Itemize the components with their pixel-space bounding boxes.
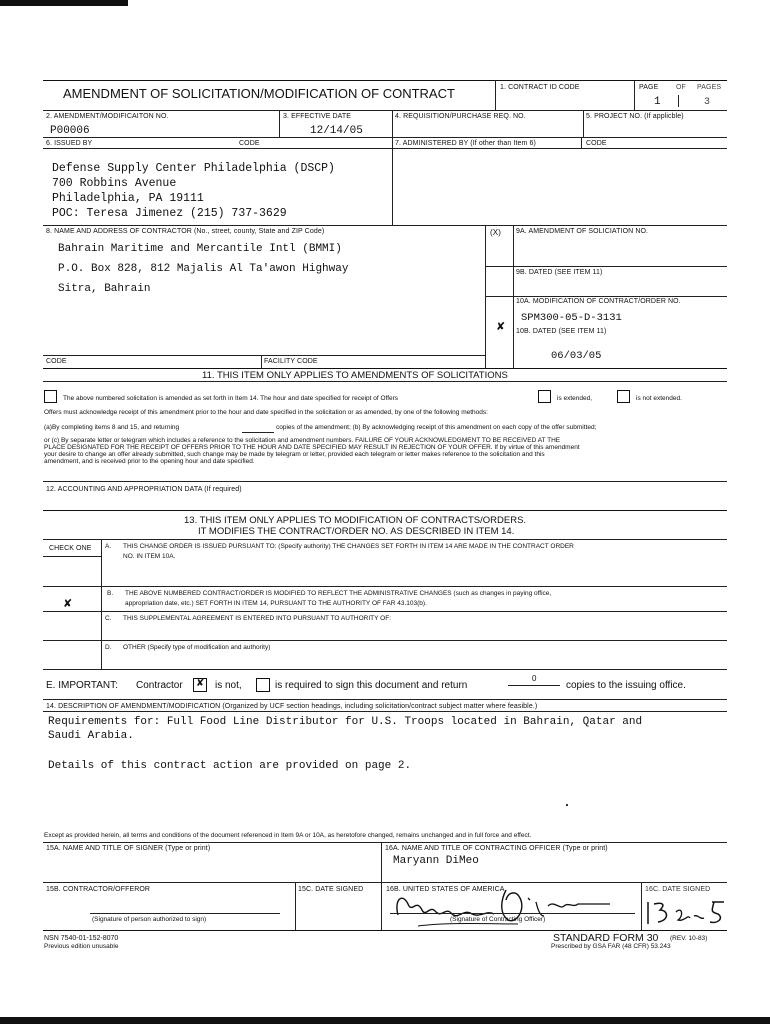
b4-label: 4. REQUISITION/PURCHASE REQ. NO. (395, 113, 526, 120)
s11-line-6: your desire to change an offer already submitted, such change may be made by telegram or letter, provided each telegram or letter makes reference to the solicitation and this (44, 451, 545, 458)
rule (43, 110, 727, 111)
rule (43, 611, 727, 612)
not-extended-checkbox[interactable] (617, 390, 630, 403)
rule (90, 913, 280, 914)
copies-number: 0 (532, 674, 537, 683)
b5-label: 5. PROJECT NO. (If applicble) (586, 113, 684, 120)
code-label: CODE (46, 358, 67, 365)
opt-a-text-2: NO. IN ITEM 10A. (123, 553, 176, 560)
s11-line-1: The above numbered solicitation is amended as set forth in Item 14. The hour and date specified for receipt of Offers (63, 395, 399, 402)
rule (485, 296, 727, 297)
page-label: PAGE (639, 84, 659, 91)
rule (43, 137, 727, 138)
b16a-label: 16A. NAME AND TITLE OF CONTRACTING OFFICER (Type or print) (385, 845, 608, 852)
rule (508, 685, 560, 686)
b10b-value: 06/03/05 (551, 350, 602, 362)
b2-label: 2. AMENDMENT/MODIFICAITON NO. (46, 113, 169, 120)
rule (43, 711, 727, 712)
issuer-line-3: Philadelphia, PA 19111 (52, 192, 204, 205)
check-one-label: CHECK ONE (49, 545, 92, 552)
rule (43, 556, 101, 557)
rule (43, 481, 727, 482)
s11-checkbox[interactable] (44, 390, 57, 403)
b3-value: 12/14/05 (310, 125, 363, 137)
bottom-black-bar (0, 1017, 770, 1024)
description-line-1: Requirements for: Full Food Line Distributor for U.S. Troops located in Bahrain, Qatar and (48, 716, 643, 728)
b7-label: 7. ADMINISTERED BY (If other than Item 6) (395, 140, 536, 147)
opt-a-text-1: THIS CHANGE ORDER IS ISSUED PURSUANT TO: (Specify authority) THE CHANGES SET FORTH IN ITEM 14 ARE MADE IN THE CONTRACT ORDER (123, 543, 574, 550)
issuer-line-2: 700 Robbins Avenue (52, 177, 177, 190)
rule (43, 80, 727, 81)
copies-label: copies to the issuing office. (566, 680, 686, 691)
rule (43, 930, 727, 931)
not-extended-label: is not extended. (636, 395, 682, 402)
is-required-checkbox[interactable] (256, 678, 270, 692)
b7-code-label: CODE (586, 140, 607, 147)
b3-label: 3. EFFECTIVE DATE (283, 113, 352, 120)
opt-c-letter: C. (105, 615, 112, 622)
b16c-label: 16C. DATE SIGNED (645, 886, 711, 893)
rule (634, 80, 635, 111)
b15a-label: 15A. NAME AND TITLE OF SIGNER (Type or print) (46, 845, 211, 852)
rule (43, 669, 727, 670)
previous-edition-label: Previous edition unusable (44, 943, 119, 950)
rule (485, 266, 727, 267)
is-required-label: is required to sign this document and return (275, 680, 468, 691)
standard-form-title: STANDARD FORM 30 (553, 932, 659, 944)
s11-heading: 11. THIS ITEM ONLY APPLIES TO AMENDMENTS OF SOLICITATIONS (202, 370, 508, 381)
opt-c-text: THIS SUPPLEMENTAL AGREEMENT IS ENTERED INTO PURSUANT TO AUTHORITY OF: (123, 615, 391, 622)
important-contractor: Contractor (136, 680, 183, 691)
stray-dot (566, 804, 568, 806)
opt-d-text: OTHER (Specify type of modification and authority) (123, 644, 271, 651)
extended-checkbox[interactable] (538, 390, 551, 403)
b10-check-mark: ✘ (496, 321, 506, 333)
is-not-check-mark: ✘ (196, 678, 205, 689)
nsn-label: NSN 7540-01-152-8070 (44, 935, 119, 942)
b8-label: 8. NAME AND ADDRESS OF CONTRACTOR (No., street, county, State and ZIP Code) (46, 228, 325, 235)
standard-form-rev: (REV. 10-83) (670, 935, 708, 942)
b9b-label: 9B. DATED (SEE ITEM 11) (516, 269, 603, 276)
signature-officer-label: (Signature of Contracting Officer) (450, 916, 546, 923)
s11-line-3a: (a)By completing items 8 and 15, and returning (44, 424, 180, 431)
x-label: (X) (490, 228, 501, 237)
of-label: OF (676, 84, 686, 91)
b15b-label: 15B. CONTRACTOR/OFFEROR (46, 886, 151, 893)
rule (279, 110, 280, 138)
facility-code-label: FACILITY CODE (264, 358, 318, 365)
b14-label: 14. DESCRIPTION OF AMENDMENT/MODIFICATION (Organized by UCF section headings, including solicitation/contract subject matter where feasible.) (46, 703, 538, 710)
rule (43, 355, 485, 356)
contractor-line-2: P.O. Box 828, 812 Majalis Al Ta'awon Highway (58, 263, 349, 275)
s11-line-3b: copies of the amendment; (b) By acknowledging receipt of this amendment on each copy of the offer submitted; (276, 424, 597, 431)
contractor-line-3: Sitra, Bahrain (58, 283, 151, 295)
rule (381, 842, 382, 930)
s13-heading-2: IT MODIFIES THE CONTRACT/ORDER NO. AS DESCRIBED IN ITEM 14. (198, 526, 515, 537)
rule (392, 148, 393, 225)
b9a-label: 9A. AMENDMENT OF SOLICIATION NO. (516, 228, 649, 235)
opt-b-letter: B. (107, 590, 114, 597)
s13-heading-1: 13. THIS ITEM ONLY APPLIES TO MODIFICATION OF CONTRACTS/ORDERS. (184, 515, 527, 526)
rule (261, 355, 262, 368)
extended-label: is extended, (557, 395, 593, 402)
s11-line-4: or (c) By separate letter or telegram which includes a reference to the solicitation and amendment numbers. FAILURE OF YOUR ACKNOWLEDGMENT TO BE RECEIVED AT THE (44, 437, 561, 444)
rule (43, 842, 727, 843)
rule (101, 539, 102, 669)
b10b-label: 10B. DATED (SEE ITEM 11) (516, 328, 607, 335)
issuer-line-1: Defense Supply Center Philadelphia (DSCP) (52, 162, 335, 175)
s11-line-5: PLACE DESIGNATED FOR THE RECEIPT OF OFFERS PRIOR TO THE HOUR AND DATE SPECIFIED MAY RESULT IN REJECTION OF YOUR OFFER. If by virtue of this amendment (44, 444, 580, 451)
important-label: E. IMPORTANT: (46, 680, 118, 691)
b2-value: P00006 (50, 125, 90, 137)
b16b-label: 16B. UNITED STATES OF AMERICA (386, 886, 505, 893)
rule (43, 539, 727, 540)
rule (583, 110, 584, 138)
pages-label: PAGES (697, 84, 722, 91)
contractor-line-1: Bahrain Maritime and Mercantile Intl (BMMI) (58, 243, 342, 255)
description-line-3: Details of this contract action are provided on page 2. (48, 760, 412, 772)
rule (43, 225, 727, 226)
page-total: 3 (704, 97, 711, 108)
rule (581, 137, 582, 148)
b6-label: 6. ISSUED BY (46, 140, 93, 147)
opt-b-text-1: THE ABOVE NUMBERED CONTRACT/ORDER IS MODIFIED TO REFLECT THE ADMINISTRATIVE CHANGES (such as changes in paying office, (125, 590, 552, 597)
rule (43, 586, 727, 587)
b10a-label: 10A. MODIFICATION OF CONTRACT/ORDER NO. (516, 298, 681, 305)
b1-label: 1. CONTRACT ID CODE (500, 84, 580, 91)
b6-code-label: CODE (239, 140, 260, 147)
rule (390, 913, 635, 914)
rule (295, 882, 296, 930)
rule (43, 381, 727, 382)
s11-line-2: Offers must acknowledge receipt of this amendment prior to the hour and date specified in the solicitation or as amended, by one of the following methods: (44, 409, 488, 416)
opt-d-letter: D. (105, 644, 112, 651)
except-text: Except as provided herein, all terms and conditions of the document referenced in Item 9A or 10A, as heretofore changed, remains unchanged and in full force and effect. (44, 832, 532, 839)
b10a-value: SPM300-05-D-3131 (521, 312, 622, 324)
issuer-line-4: POC: Teresa Jimenez (215) 737-3629 (52, 207, 287, 220)
opt-a-letter: A. (105, 543, 112, 550)
b12-label: 12. ACCOUNTING AND APPROPRIATION DATA (If required) (46, 486, 242, 493)
opt-b-text-2: appropriation date, etc.) SET FORTH IN ITEM 14, PURSUANT TO THE AUTHORITY OF FAR 43.103(b). (125, 600, 427, 607)
top-black-bar (0, 0, 128, 6)
handwritten-date (644, 894, 728, 930)
s11-line-7: amendment, and is received prior to the opening hour and date specified. (44, 458, 255, 465)
rule (43, 640, 727, 641)
description-line-2: Saudi Arabia. (48, 730, 134, 742)
rule (495, 80, 496, 111)
rule (641, 882, 642, 930)
opt-b-check-mark: ✘ (63, 598, 73, 610)
prescribed-label: Prescribed by GSA FAR (48 CFR) 53.243 (551, 943, 671, 950)
form-title: AMENDMENT OF SOLICITATION/MODIFICATION OF CONTRACT (63, 86, 455, 101)
rule (242, 432, 274, 433)
rule (43, 368, 727, 369)
signature-person-label: (Signature of person authorized to sign) (92, 916, 207, 923)
is-not-label: is not, (215, 680, 242, 691)
b16a-value: Maryann DiMeo (393, 855, 479, 867)
page-number: 1 (654, 96, 661, 108)
rule (43, 699, 727, 700)
rule (43, 510, 727, 511)
rule (43, 148, 727, 149)
b15c-label: 15C. DATE SIGNED (298, 886, 364, 893)
rule (678, 95, 679, 107)
